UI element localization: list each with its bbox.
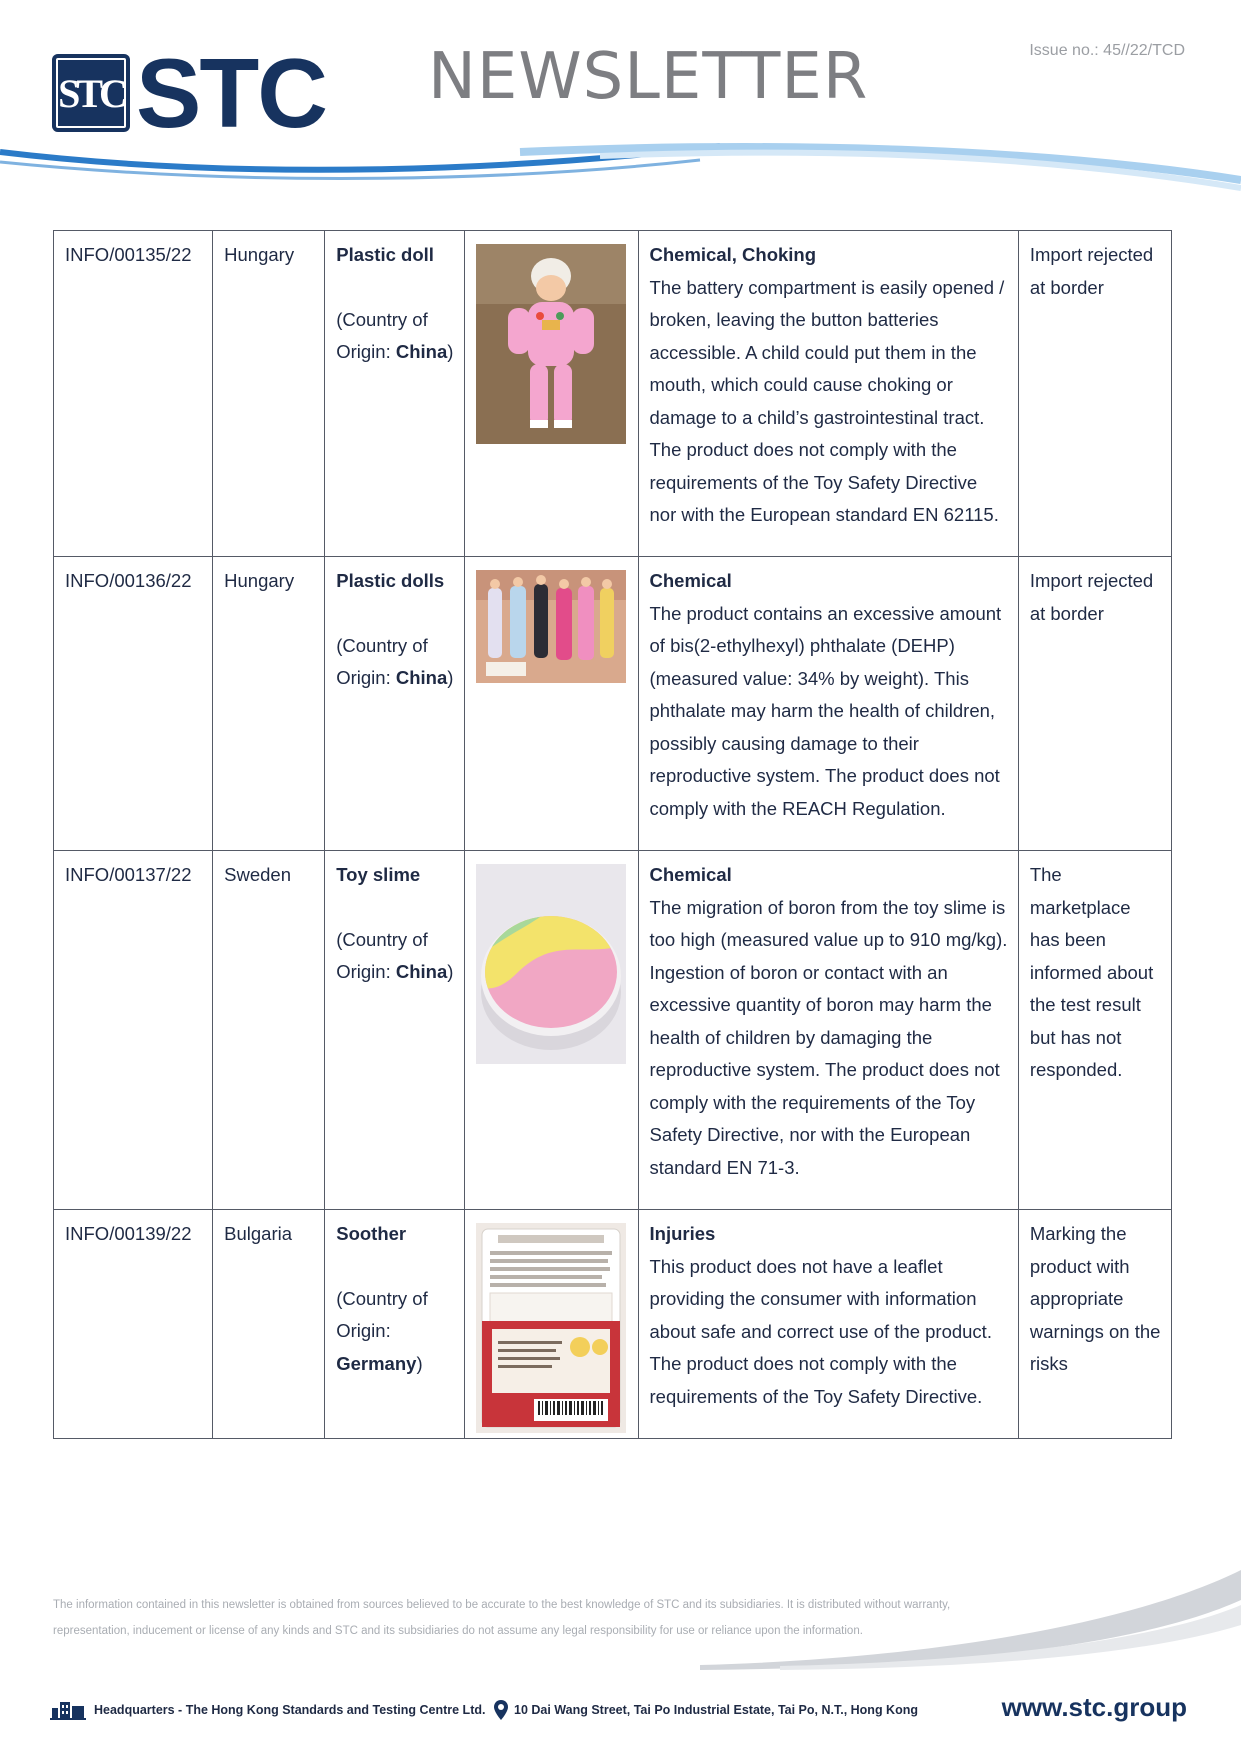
origin-label: (Country of Origin:	[336, 1287, 428, 1341]
risk-type: Chemical, Choking	[649, 244, 817, 265]
reference-cell: INFO/00136/22	[54, 557, 213, 851]
soother-package-photo	[476, 1223, 626, 1433]
product-cell	[325, 557, 465, 851]
description-cell	[638, 1210, 1018, 1439]
building-icon	[50, 1700, 86, 1720]
stc-logo-mark	[52, 54, 130, 132]
product-name: Plastic doll	[336, 244, 434, 265]
table-row	[54, 231, 1172, 557]
footer-swoosh	[700, 1570, 1241, 1670]
origin-label: (Country of Origin:	[336, 308, 428, 362]
disclaimer-text: The information contained in this newsletter is obtained from sources believed to be accurate to the best knowledge of STC and its subsidiaries. It is distributed without warranty, representation, inducement or license of any kinds and STC and its subsidiaries do not assume any legal responsibility for use or reliance upon the information.	[53, 1599, 951, 1637]
risk-description: The product contains an excessive amount of bis(2-ethylhexyl) phthalate (DEHP) (measured value: 34% by weight). This phthalate may harm the health of children, possibly causing damage to their reproductive system. The product does not comply with the REACH Regulation.	[649, 602, 1002, 819]
country-cell: Hungary	[213, 557, 325, 851]
product-cell	[325, 231, 465, 557]
product-name: Toy slime	[336, 864, 421, 885]
country-cell: Sweden	[213, 851, 325, 1210]
origin-country: China	[395, 667, 448, 688]
origin-label: (Country of Origin:	[336, 634, 428, 688]
product-name: Plastic dolls	[336, 570, 445, 591]
origin-close: )	[447, 341, 454, 362]
headquarters-info	[50, 1700, 485, 1720]
risk-type: Injuries	[649, 1223, 716, 1244]
measures-cell: Marking the product with appropriate warnings on the risks	[1018, 1210, 1171, 1439]
photo-cell	[465, 851, 638, 1210]
description-cell	[638, 557, 1018, 851]
risk-description: The battery compartment is easily opened / broken, leaving the button batteries accessible. A child could put them in the mouth, which could cause choking or damage to a child’s gastrointestinal tract. The product does not comply with the requirements of the Toy Safety Directive nor with the European standard EN 62115.	[649, 276, 1005, 525]
measures-cell: The marketplace has been informed about the test result but has not responded.	[1018, 851, 1171, 1210]
stc-logo	[52, 38, 326, 148]
country-cell: Bulgaria	[213, 1210, 325, 1439]
photo-cell	[465, 1210, 638, 1439]
risk-type: Chemical	[649, 570, 732, 591]
website-link[interactable]: www.stc.group	[1001, 1692, 1187, 1722]
table-row	[54, 1210, 1172, 1439]
description-cell	[638, 231, 1018, 557]
measures-cell: Import rejected at border	[1018, 231, 1171, 557]
origin-close: )	[447, 961, 454, 982]
measures-cell: Import rejected at border	[1018, 557, 1171, 851]
location-pin-icon	[494, 1700, 508, 1720]
address-info	[494, 1700, 918, 1720]
photo-cell	[465, 231, 638, 557]
product-cell	[325, 851, 465, 1210]
origin-country: China	[395, 341, 448, 362]
product-name: Soother	[336, 1223, 407, 1244]
address-text: 10 Dai Wang Street, Tai Po Industrial Estate, Tai Po, N.T., Hong Kong	[514, 1703, 918, 1717]
issue-number: Issue no.: 45//22/TCD	[1029, 42, 1185, 59]
slime-container-photo	[476, 864, 626, 1064]
description-cell	[638, 851, 1018, 1210]
reference-cell: INFO/00135/22	[54, 231, 213, 557]
pink-doll-photo	[476, 244, 626, 444]
origin-country: China	[395, 961, 448, 982]
stc-logo-text: STC	[136, 38, 326, 148]
product-cell	[325, 1210, 465, 1439]
stc-logo-mark-text: STC	[58, 70, 124, 116]
headquarters-text: Headquarters - The Hong Kong Standards and Testing Centre Ltd.	[94, 1703, 486, 1717]
reference-cell: INFO/00139/22	[54, 1210, 213, 1439]
risk-description: The migration of boron from the toy slime is too high (measured value up to 910 mg/kg). Ingestion of boron or contact with an excessive quantity of boron may harm the health of children by damaging the reproductive system. The product does not comply with the requirements of the Toy Safety Directive, nor with the European standard EN 71-3.	[649, 896, 1008, 1178]
origin-country: Germany	[336, 1352, 417, 1374]
table-row	[54, 851, 1172, 1210]
risk-description: This product does not have a leaflet providing the consumer with information about safe and correct use of the product. The product does not comply with the requirements of the Toy Safety Directive.	[649, 1255, 992, 1407]
reference-cell: INFO/00137/22	[54, 851, 213, 1210]
newsletter-title: NEWSLETTER	[428, 40, 869, 114]
header-swoosh	[0, 140, 1241, 200]
origin-label: (Country of Origin:	[336, 928, 428, 982]
country-cell: Hungary	[213, 231, 325, 557]
fashion-dolls-photo	[476, 570, 626, 683]
table-row	[54, 557, 1172, 851]
origin-close: )	[416, 1352, 423, 1374]
recall-table	[53, 230, 1172, 1439]
risk-type: Chemical	[649, 864, 732, 885]
origin-close: )	[447, 667, 454, 688]
photo-cell	[465, 557, 638, 851]
